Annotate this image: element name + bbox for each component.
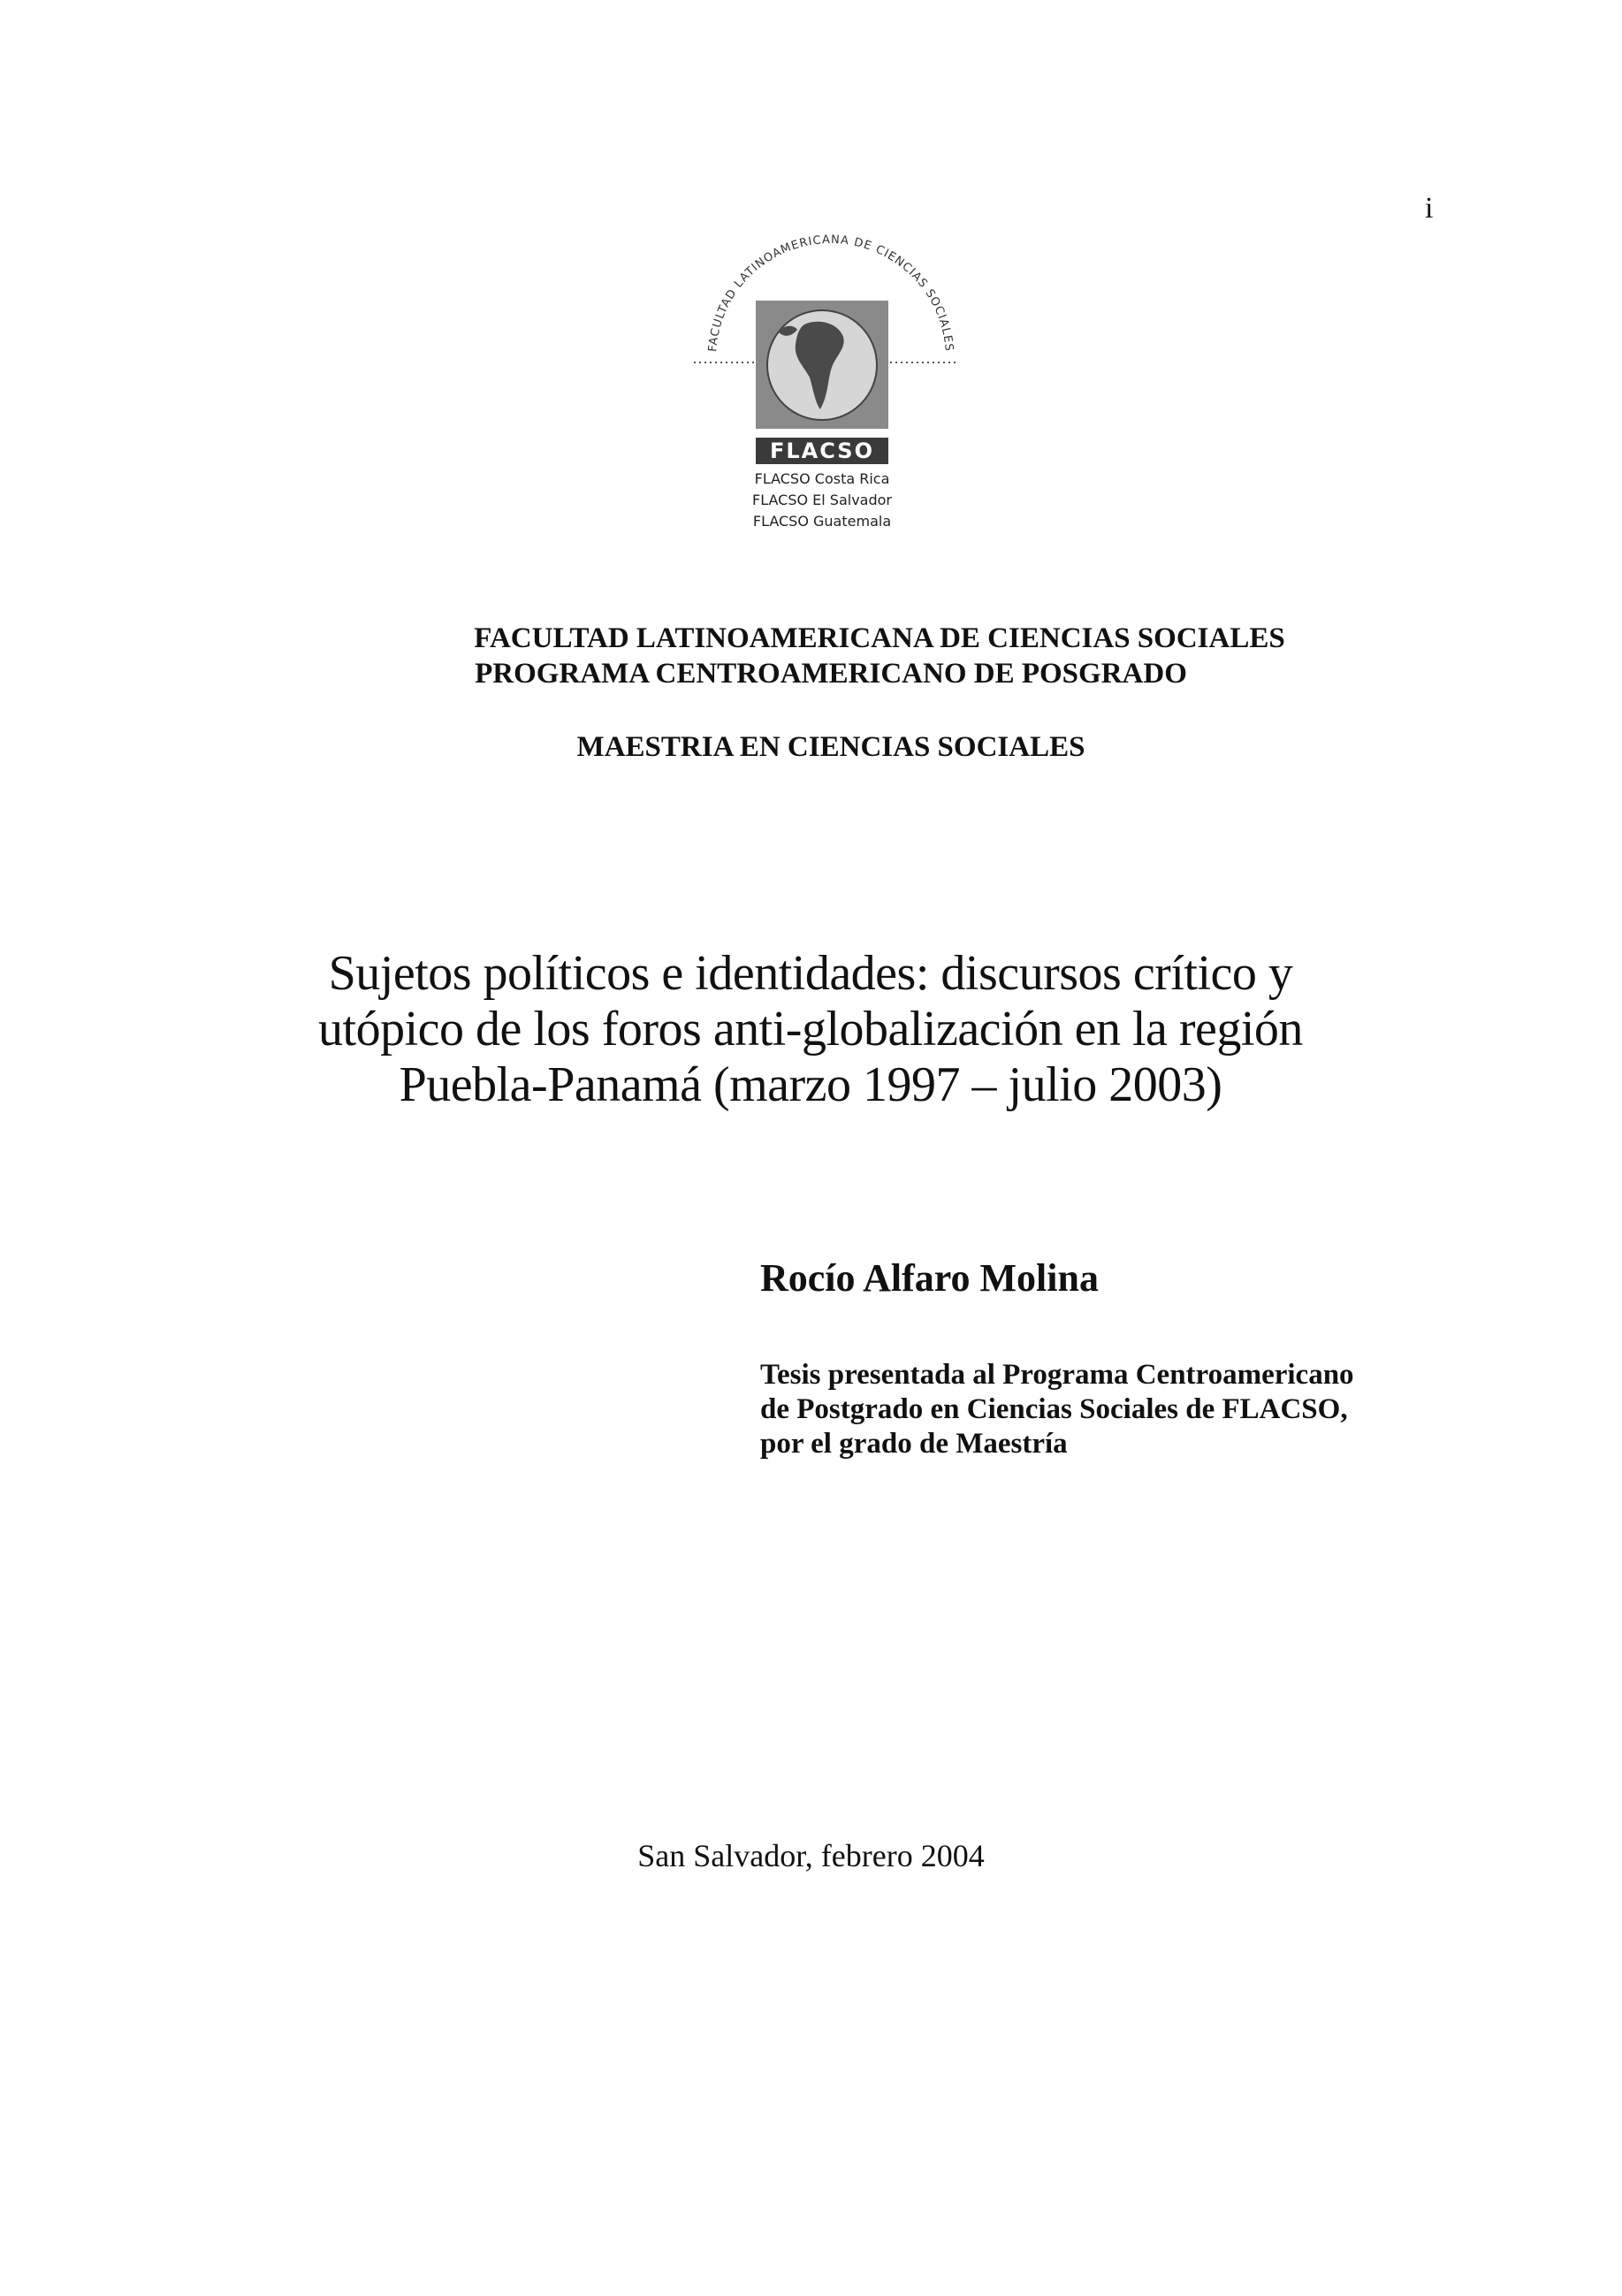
svg-text:FLACSO: FLACSO (769, 439, 875, 463)
place-date: San Salvador, febrero 2004 (637, 1838, 985, 1873)
thesis-title (192, 946, 1429, 1113)
flacso-logo (681, 225, 972, 548)
page-number: i (1425, 192, 1434, 225)
thesis-title-line: utópico de los foros anti-globalización en la región (318, 1002, 1303, 1056)
thesis-note-line: Tesis presentada al Programa Centroamericano (760, 1359, 1354, 1391)
svg-text:FACULTAD LATINOAMERICANA DE CI: FACULTAD LATINOAMERICANA DE CIENCIAS SOCIALES (706, 233, 956, 353)
thesis-note-line: de Postgrado en Ciencias Sociales de FLACSO, (760, 1393, 1348, 1425)
svg-text:FLACSO Guatemala: FLACSO Guatemala (752, 513, 892, 530)
thesis-note-line: por el grado de Maestría (760, 1428, 1068, 1460)
degree-name: MAESTRIA EN CIENCIAS SOCIALES (576, 731, 1085, 763)
program-name: PROGRAMA CENTROAMERICANO DE POSGRADO (475, 658, 1187, 690)
thesis-title-line: Sujetos políticos e identidades: discursos crítico y (328, 946, 1293, 1001)
thesis-title-line: Puebla-Panamá (marzo 1997 – julio 2003) (399, 1057, 1222, 1112)
author-name: Rocío Alfaro Molina (760, 1256, 1099, 1300)
svg-text:FLACSO El Salvador: FLACSO El Salvador (752, 492, 892, 508)
institution-name: FACULTAD LATINOAMERICANA DE CIENCIAS SOCIALES (474, 622, 1285, 654)
svg-text:FLACSO Costa Rica: FLACSO Costa Rica (754, 470, 890, 487)
thesis-note (760, 1358, 1354, 1461)
